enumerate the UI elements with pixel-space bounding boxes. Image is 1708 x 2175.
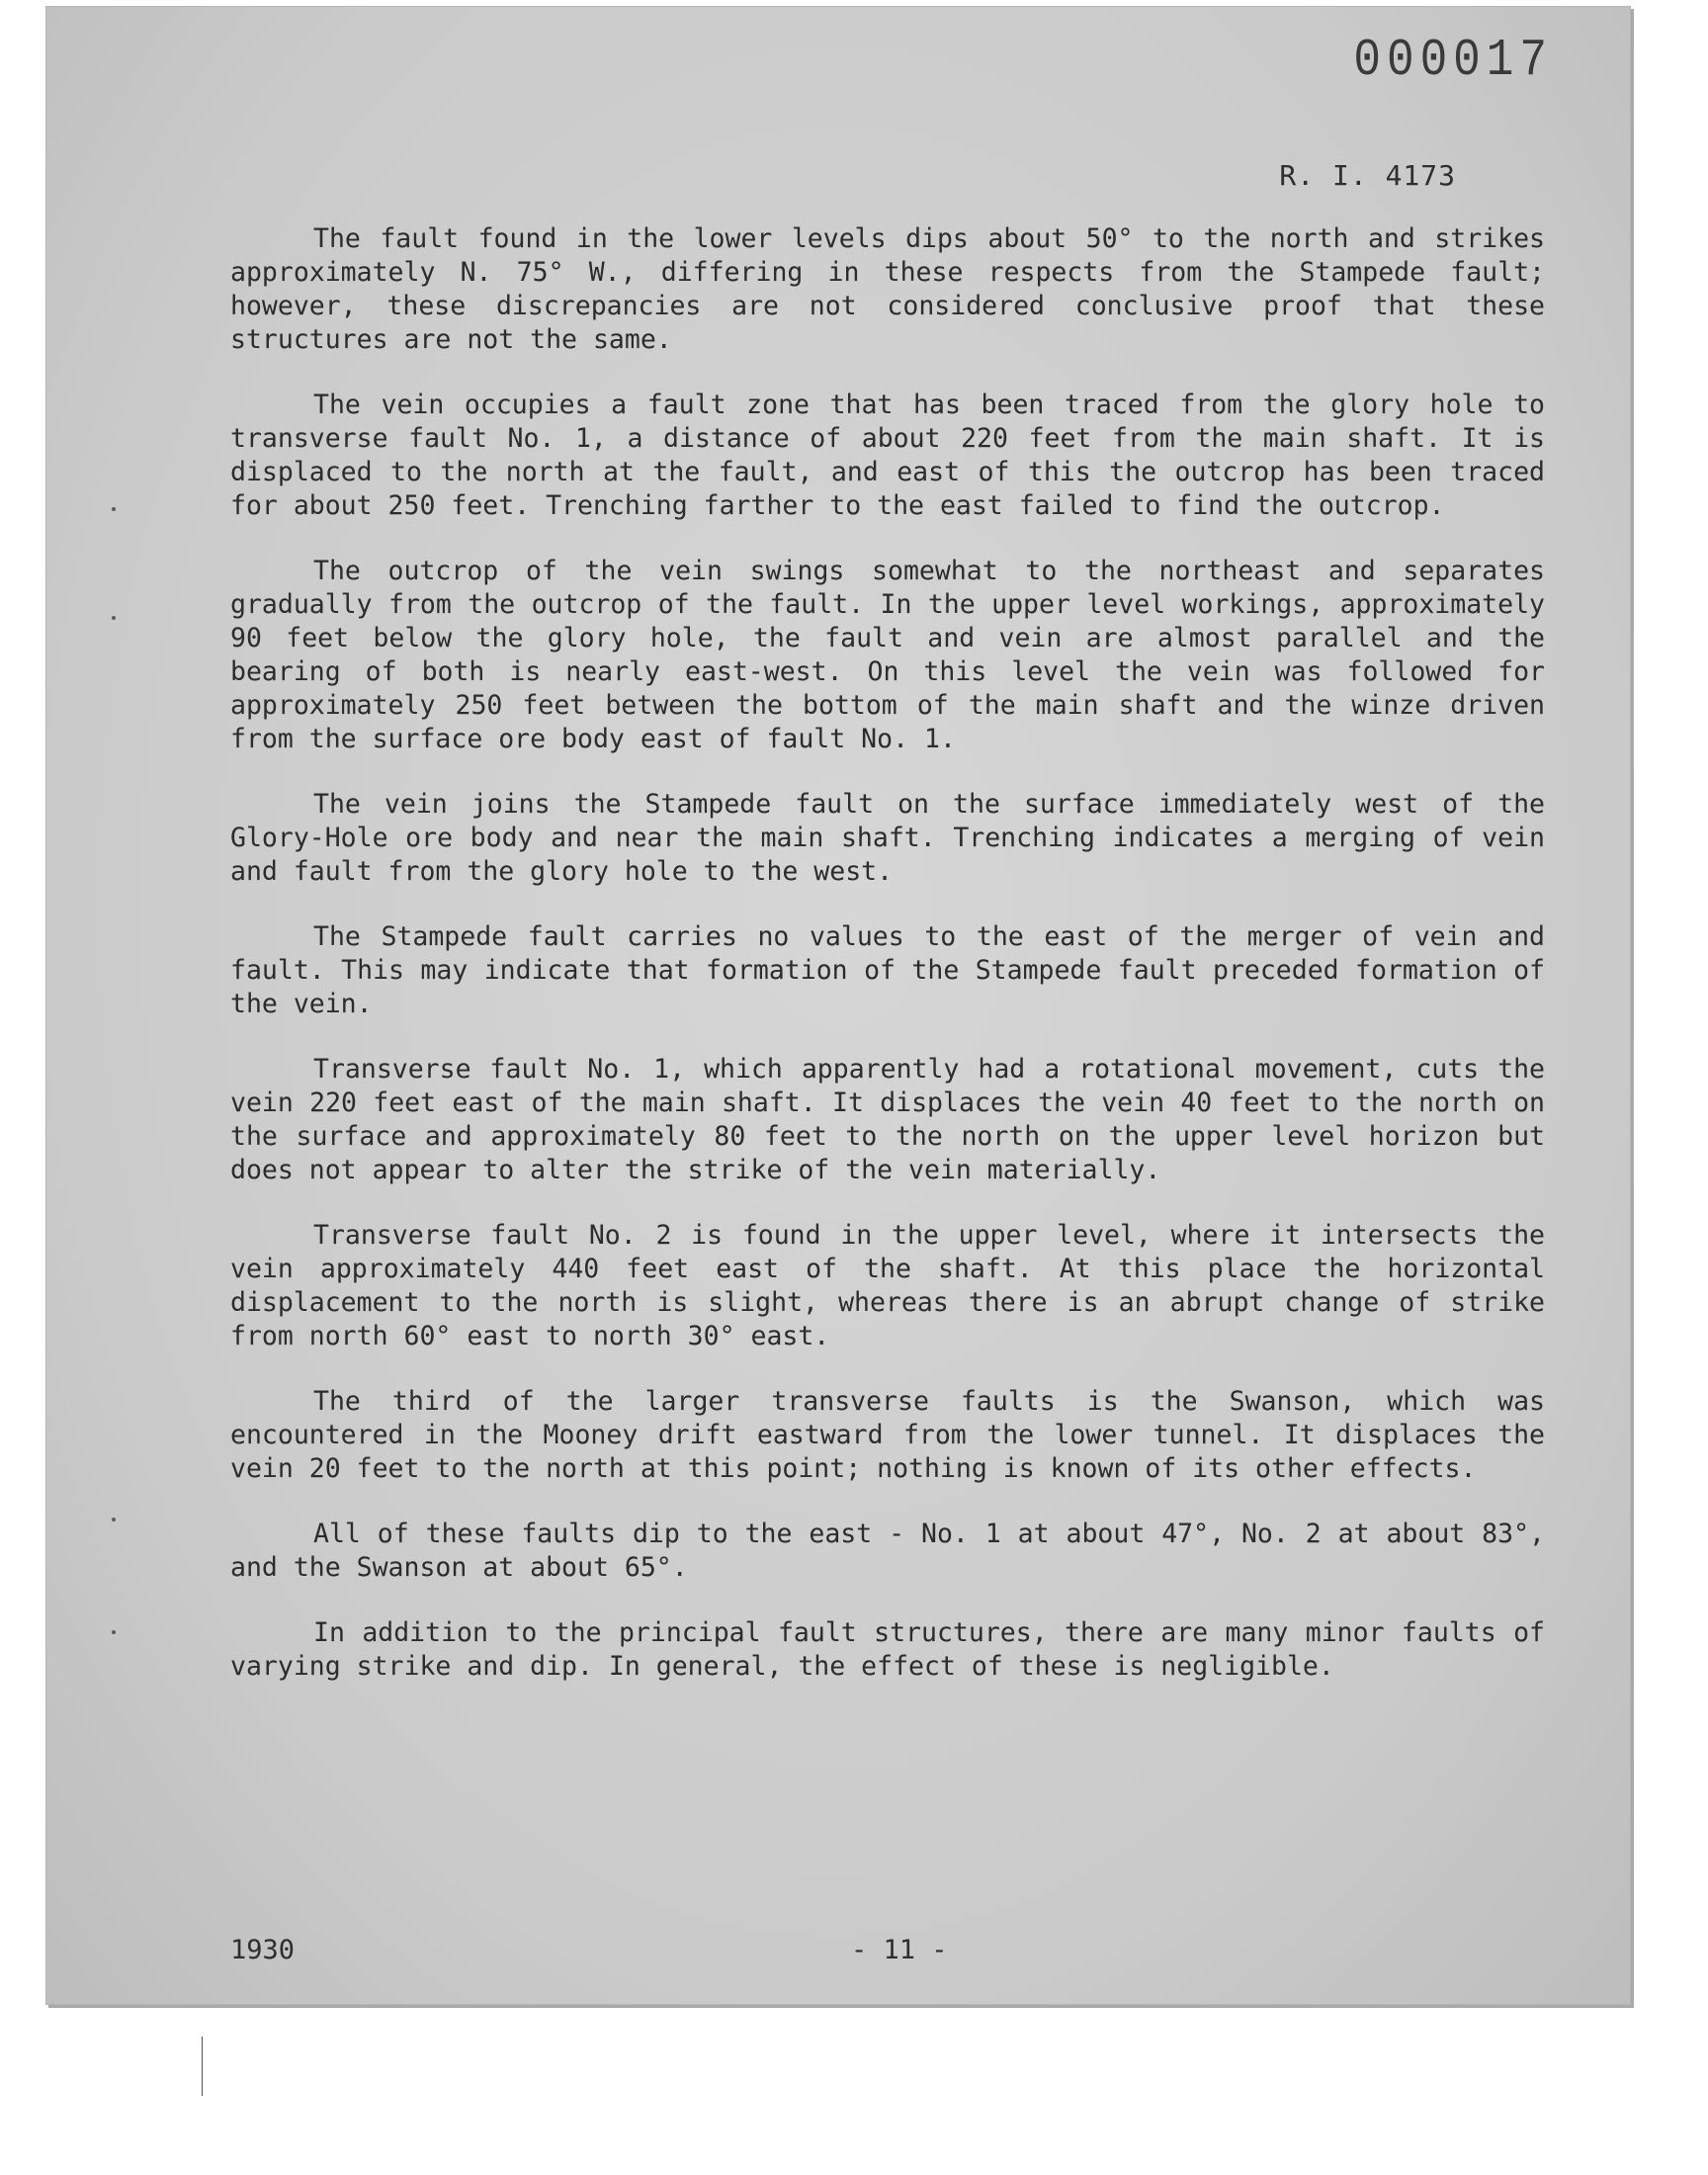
paragraph: The vein joins the Stampede fault on the surface immediately west of the Glory-Hole ore body and near the main shaft. Trenching indicates a merging of vein and fault from the glory hole to the west. [230, 789, 1545, 887]
document-body [230, 222, 1545, 1715]
paragraph: The Stampede fault carries no values to the east of the merger of vein and fault. This may indicate that formation of the Stampede fault preceded formation of the vein. [230, 921, 1545, 1019]
paragraph: In addition to the principal fault structures, there are many minor faults of varying strike and dip. In general, the effect of these is negligible. [230, 1617, 1545, 1682]
report-id: R. I. 4173 [1279, 159, 1456, 192]
scan-speck [112, 507, 116, 511]
paragraph: All of these faults dip to the east - No. 1 at about 47°, No. 2 at about 83°, and the Swanson at about 65°. [230, 1519, 1545, 1583]
page-number: - 11 - [851, 1935, 948, 1965]
document-page [45, 6, 1631, 2005]
paragraph: Transverse fault No. 1, which apparently had a rotational movement, cuts the vein 220 feet east of the main shaft. It displaces the vein 40 feet to the north on the surface and approximately 80 feet to the north on the upper level horizon but does not appear to alter the strike of the vein materially. [230, 1054, 1545, 1185]
scan-edge-line [202, 2037, 203, 2096]
scan-speck [112, 1630, 116, 1634]
paragraph: The third of the larger transverse faults is the Swanson, which was encountered in the Mooney drift eastward from the lower tunnel. It displaces the vein 20 feet to the north at this point; nothing is known of its other effects. [230, 1386, 1545, 1484]
stamp-number: 000017 [1353, 31, 1553, 90]
scan-speck [112, 1518, 116, 1522]
scan-speck [112, 616, 116, 620]
paragraph: The outcrop of the vein swings somewhat to the northeast and separates gradually from the outcrop of the fault. In the upper level workings, approximately 90 feet below the glory hole, the fault and vein are almost parallel and the bearing of both is nearly east-west. On this level the vein was followed for approximately 250 feet between the bottom of the main shaft and the winze driven from the surface ore body east of fault No. 1. [230, 556, 1545, 754]
footer-year: 1930 [230, 1935, 296, 1965]
paragraph: Transverse fault No. 2 is found in the upper level, where it intersects the vein approximately 440 feet east of the shaft. At this place the horizontal displacement to the north is slight, whereas there is an abrupt change of strike from north 60° east to north 30° east. [230, 1220, 1545, 1351]
paragraph: The fault found in the lower levels dips about 50° to the north and strikes approximately N. 75° W., differing in these respects from the Stampede fault; however, these discrepancies are not considered conclusive proof that these structures are not the same. [230, 223, 1545, 355]
paragraph: The vein occupies a fault zone that has been traced from the glory hole to transverse fault No. 1, a distance of about 220 feet from the main shaft. It is displaced to the north at the fault, and east of this the outcrop has been traced for about 250 feet. Trenching farther to the east failed to find the outcrop. [230, 390, 1545, 521]
